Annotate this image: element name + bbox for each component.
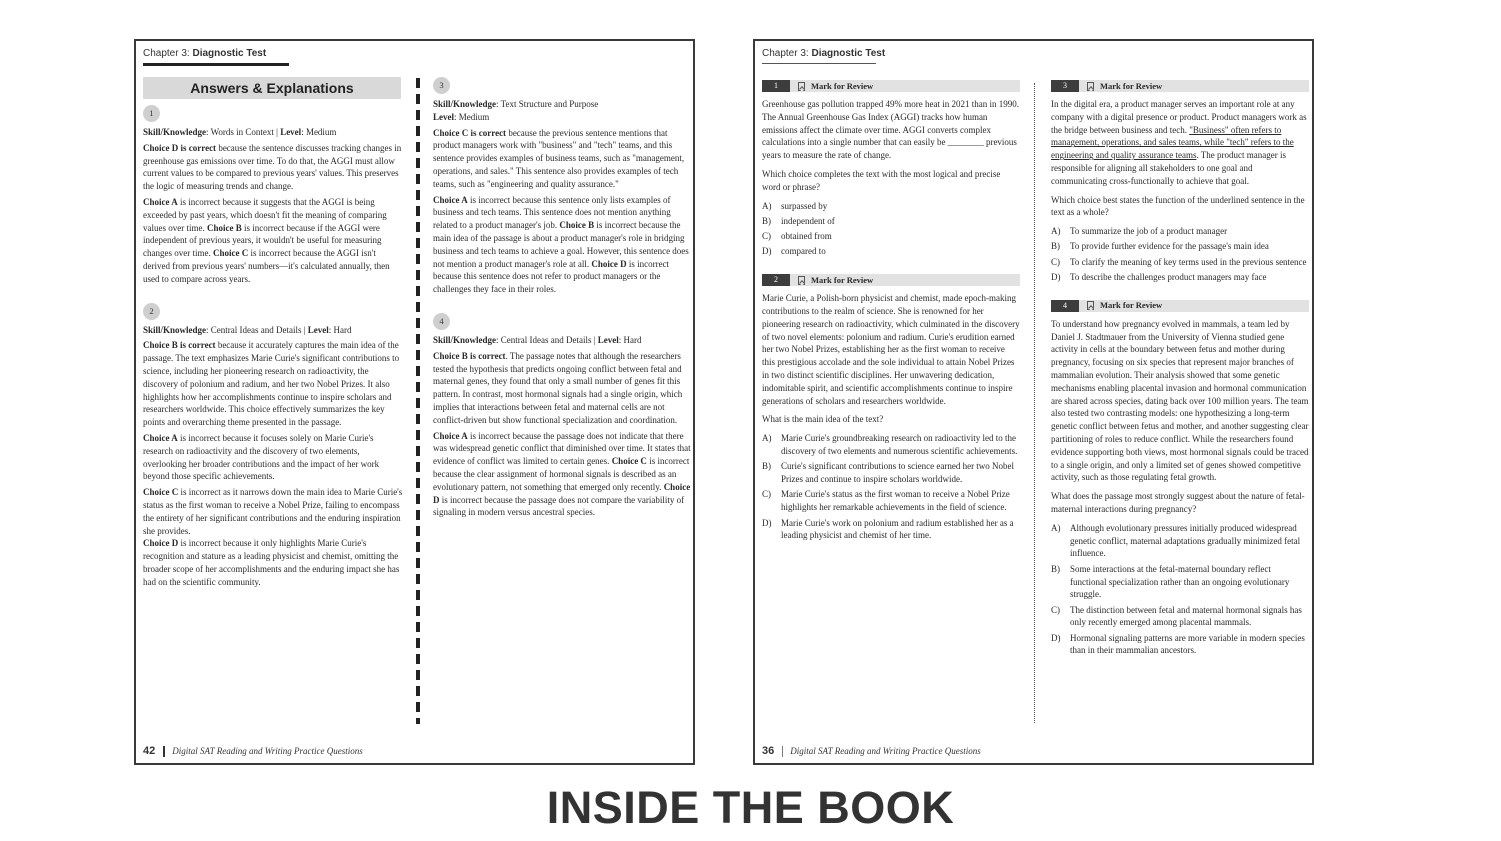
answer-choice[interactable]: A) Although evolutionary pressures initially produced widespread genetic conflict, maternal adaptations gradually minimized fetal influence.	[1051, 522, 1301, 559]
column-divider	[1034, 83, 1035, 723]
question-prompt: Which choice best states the function of the underlined sentence in the text as a whole?	[1051, 194, 1305, 218]
explanation-correct: Choice D is correct because the sentence discusses tracking changes in greenhouse gas emissions over time. To do that, the AGGI must allow current values to be compared to previous years' values. This preserves the logic of measuring trends and change.	[143, 142, 402, 192]
question-prompt: What does the passage most strongly suggest about the nature of fetal-maternal interactions during pregnancy?	[1051, 491, 1305, 515]
answer-choice[interactable]: B) Some interactions at the fetal-maternal boundary reflect functional specialization rather than an ongoing evolutionary struggle.	[1051, 563, 1290, 600]
answer-choice[interactable]: B) To provide further evidence for the passage's main idea	[1051, 241, 1269, 252]
mark-for-review-label: Mark for Review	[811, 274, 874, 285]
answer-choices	[1051, 522, 1309, 657]
answer-choice[interactable]: C) The distinction between fetal and maternal hormonal signals has only recently emerged among placental mammals.	[1051, 604, 1302, 628]
skill-line: Skill/Knowledge: Central Ideas and Details | Level: Hard	[143, 324, 352, 335]
answer-choice[interactable]: C) obtained from	[762, 231, 832, 242]
question-passage: To understand how pregnancy evolved in mammals, a team led by Daniel J. Stadtmauer from the University of Vienna studied gene activity in cells at the boundary between fetus and mother during pregnancy, focusing on six species that represent major branches of mammalian evolution. Their analysis showed that some genetic mechanisms enabling placental invasion and hormonal communication are shared across species, dating back over 100 million years. The team also tested two contrasting models: one hypothesizing a long-term genetic conflict between fetus and mother, and another suggesting clear partitioning of roles to reduce conflict. While the researchers found evidence supporting both views, most hormonal signals could be traced to a single origin, and only a limited set of genes showed competitive activity, such as those regulating fetal growth.	[1051, 318, 1309, 483]
page-number: 42	[143, 745, 156, 757]
mark-for-review-bar[interactable]	[762, 80, 1020, 92]
explanation-incorrect: Choice C is incorrect as it narrows down the main idea to Marie Curie's status as the first woman to receive a Nobel Prize, failing to encompass the entirety of her significant contributions and the enduring inspiration she provides.	[143, 487, 403, 536]
explanation-incorrect: Choice A is incorrect because it focuses solely on Marie Curie's research on radioactivity and the discovery of two elements, overlooking her broader contributions and the impact of her work beyond those specific achievements.	[143, 432, 380, 482]
question-number-badge: 1	[143, 105, 160, 122]
answer-choice[interactable]: C) Marie Curie's status as the first woman to receive a Nobel Prize highlights her remarkable achievements in the field of science.	[762, 489, 1010, 513]
promo-caption: INSIDE THE BOOK	[546, 782, 955, 833]
answer-choice[interactable]: A) To summarize the job of a product manager	[1051, 226, 1228, 237]
question-passage: Marie Curie, a Polish-born physicist and chemist, made epoch-making contributions to the realm of science. She is renowned for her pioneering research on radioactivity, which culminated in the discovery of two novel elements: polonium and radium. Curie's erudition earned her two Nobel Prizes, establishing her as the first woman to receive this prestigious accolade and the sole individual to attain Nobel Prizes in two distinct scientific disciplines. Her unwavering dedication, indomitable spirit, and scientific accomplishments continue to inspire generations of scholars and researchers worldwide.	[762, 293, 1020, 406]
mark-for-review-bar[interactable]	[1051, 80, 1309, 92]
mark-for-review-label: Mark for Review	[1100, 300, 1163, 311]
question-passage: Greenhouse gas pollution trapped 49% more heat in 2021 than in 1990. The Annual Greenhouse Gas Index (AGGI) tracks how human emissions affect the climate over time. AGGI converts complex calculations into a single number that can easily be ________ previous years to measure the rate of change.	[762, 99, 1019, 161]
question-prompt: What is the main idea of the text?	[762, 414, 884, 425]
question-passage: In the digital era, a product manager serves an important role at any company with a digital presence or product. Product managers work as the bridge between business and tech. "Business" often refers to management, operations, and sales teams, while "tech" refers to the engineering and quality assurance teams. The product manager is responsible for aligning all stakeholders to one goal and communicating cross-functionally to achieve that goal.	[1051, 99, 1307, 186]
question-prompt: Which choice completes the text with the most logical and precise word or phrase?	[762, 168, 1001, 192]
answer-choice[interactable]: D) To describe the challenges product managers may face	[1051, 272, 1267, 283]
questions-column-left	[762, 80, 1020, 546]
answer-choice[interactable]: A) Marie Curie's groundbreaking research on radioactivity led to the discovery of two elements and numerous scientific achievements.	[762, 433, 1018, 457]
question-number: 4	[1051, 300, 1079, 312]
answer-choices	[762, 432, 1020, 542]
footer-divider	[782, 746, 783, 757]
bookmark-icon[interactable]	[798, 82, 805, 91]
footer-title: Digital SAT Reading and Writing Practice Questions	[172, 746, 363, 756]
chapter-header: Chapter 3: Diagnostic Test	[762, 48, 886, 59]
mark-for-review-label: Mark for Review	[1100, 80, 1163, 91]
explanation-correct: Choice C is correct because the previous sentence mentions that product managers work with "business" and "tech" teams, and this sentence provides examples of business teams, such as "management, operations, and sales." This sentence also provides examples of tech teams, such as "engineering and quality assurance."	[433, 127, 685, 189]
right-page	[753, 39, 1314, 765]
answer-choice[interactable]: D) Hormonal signaling patterns are more variable in modern species than in their mammalian ancestors.	[1051, 632, 1305, 656]
page-footer	[762, 745, 981, 757]
answer-choice[interactable]: D) compared to	[762, 246, 826, 257]
answer-choice[interactable]: B) Curie's significant contributions to science earned her two Nobel Prizes and continue to inspire scholars worldwide.	[762, 461, 1015, 485]
bookmark-icon[interactable]	[1087, 82, 1094, 91]
explanation-incorrect: Choice A is incorrect because this sentence only lists examples of business and tech teams. This sentence does not mention anything related to a product manager's job. Choice B is incorrect because the main idea of the passage is about a product manager's role in bridging business and tech teams to achieve a goal. However, this sentence does not mention a product manager's role at all. Choice D is incorrect because this sentence does not refer to product managers or the challenges they face in their roles.	[433, 194, 689, 295]
footer-title: Digital SAT Reading and Writing Practice Questions	[790, 746, 981, 756]
explanation-correct: Choice B is correct because it accurately captures the main idea of the passage. The text emphasizes Marie Curie's significant contributions to science, including her pioneering research on radioactivity, the discovery of polonium and radium, and her two Nobel Prizes. It also highlights how her accomplishments continue to inspire scholars and researchers worldwide. This choice effectively summarizes the key points and overarching theme presented in the passage.	[143, 340, 400, 428]
skill-line: Skill/Knowledge: Words in Context | Level: Medium	[143, 127, 337, 137]
underlined-sentence: "Business" often refers to management, operations, and sales teams, while "tech" refers to the engineering and quality assurance teams	[1051, 124, 1294, 161]
footer-divider	[163, 746, 165, 757]
explanation-correct: Choice B is correct. The passage notes that although the researchers tested the hypothesis that predicts ongoing conflict between fetal and maternal genes, they found that only a small number of genes fit this pattern. In contrast, most hormonal signals had a single origin, which implies that interactions between fetal and maternal cells are not conflict-driven but show functional specialization and coordination.	[433, 350, 683, 425]
skill-line: Skill/Knowledge: Central Ideas and Details | Level: Hard	[433, 334, 642, 345]
answer-choice[interactable]: B) independent of	[762, 215, 835, 226]
left-page	[134, 39, 695, 765]
explanation-incorrect: Choice A is incorrect because it suggests that the AGGI is being exceeded by past years, which doesn't fit the meaning of comparing values over time. Choice B is incorrect because if the AGGI were independent of previous years, it wouldn't be useful for measuring changes over time. Choice C is incorrect because the AGGI isn't derived from previous years' numbers—it's calculated annually, then used to compare across years.	[143, 196, 390, 284]
answer-choice[interactable]: A) surpassed by	[762, 200, 828, 211]
bookmark-icon[interactable]	[1087, 301, 1094, 310]
chapter-rule	[762, 63, 876, 64]
skill-line: Skill/Knowledge: Text Structure and Purpose	[433, 99, 599, 109]
answer-choices	[762, 200, 1020, 259]
question-number-badge: 3	[433, 77, 450, 94]
page-footer	[143, 745, 363, 757]
answers-heading: Answers & Explanations	[143, 77, 401, 99]
explanation-incorrect: Choice A is incorrect because the passage does not indicate that there was widespread genetic conflict that diminished over time. It states that evidence of conflict was limited to certain genes. Choice C is incorrect because the clear assignment of hormonal signals is described as an evolutionary pattern, not something that emerged only recently. Choice D is incorrect because the passage does not compare the variability of signaling in modern versus ancestral species.	[433, 430, 691, 518]
answers-column-right	[433, 77, 691, 522]
chapter-rule	[143, 63, 289, 66]
answer-choice[interactable]: C) To clarify the meaning of key terms used in the previous sentence	[1051, 256, 1307, 267]
column-divider	[416, 78, 420, 724]
answer-choice[interactable]: D) Marie Curie's work on polonium and radium established her as a leading physicist and chemist of her time.	[762, 517, 1014, 541]
answer-choices	[1051, 225, 1309, 284]
question-number-badge: 4	[433, 313, 450, 330]
explanation-incorrect: Choice D is incorrect because it only highlights Marie Curie's recognition and stature as a leading physicist and chemist, omitting the broader scope of her accomplishments and the enduring impact she has had on the scientific community.	[143, 538, 400, 587]
level-line: Level: Medium	[433, 111, 490, 122]
mark-for-review-label: Mark for Review	[811, 80, 874, 91]
question-number-badge: 2	[143, 303, 160, 320]
page-number: 36	[762, 745, 775, 757]
question-number: 2	[762, 274, 790, 286]
questions-column-right	[1051, 80, 1309, 661]
chapter-header: Chapter 3: Diagnostic Test	[143, 48, 267, 59]
question-number: 3	[1051, 80, 1079, 92]
question-number: 1	[762, 80, 790, 92]
mark-for-review-bar[interactable]	[762, 274, 1020, 286]
mark-for-review-bar[interactable]	[1051, 300, 1309, 312]
bookmark-icon[interactable]	[798, 276, 805, 285]
answers-column-left	[143, 105, 404, 592]
